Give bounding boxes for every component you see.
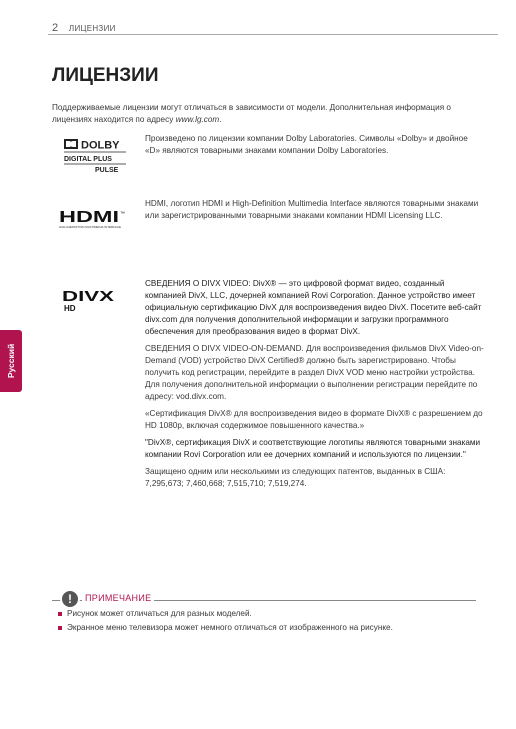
hdmi-tagline: HIGH-DEFINITION MULTIMEDIA INTERFACE: [59, 226, 113, 229]
header-section: ЛИЦЕНЗИИ: [68, 24, 116, 33]
divx-paragraph-1: СВЕДЕНИЯ О DIVX VIDEO: DivX® — это цифровой формат видео, созданный компанией DivX, LLC, дочерней компанией Rovi Corporation. Данное устройство имеет официальную сертификацию DivX для воспроизведения видео DivX. Посетите веб-сайт divx.com для получения дополнительной информации и загрузки программного обеспечения для преобразования видео в формат DivX.: [145, 279, 482, 336]
hdmi-paragraph: HDMI, логотип HDMI и High-Definition Multimedia Interface являются товарными знаками или зарегистрированными товарными знаками компании HDMI Licensing LLC.: [145, 199, 479, 220]
dolby-paragraph: Произведено по лицензии компании Dolby Laboratories. Символы «Dolby» и двойное «D» являются товарными знаками компании Dolby Laboratories.: [145, 134, 468, 155]
dolby-brand: DOLBY: [81, 139, 120, 152]
language-side-tab: [0, 330, 22, 392]
dolby-logo: [63, 138, 129, 174]
hdmi-tm: ™: [120, 211, 125, 217]
note-item-2: Экранное меню телевизора может немного отличаться от изображенного на рисунке.: [58, 621, 478, 635]
dolby-line2: PULSE: [95, 167, 119, 174]
dolby-line1: DIGITAL PLUS: [64, 156, 112, 163]
page-title: ЛИЦЕНЗИИ: [52, 65, 159, 86]
hdmi-brand: HDMI: [59, 209, 119, 226]
divx-logo: [62, 287, 120, 313]
divx-paragraph-4: "DivX®, сертификация DivX и соответствующие логотипы являются товарными знаками компании Rovi Corporation или ее дочерних компаний и используются по лицензии.": [145, 438, 481, 459]
divx-brand: DIVX: [62, 288, 114, 305]
note-exclamation-icon: !: [60, 589, 80, 609]
note-title: ПРИМЕЧАНИЕ: [82, 593, 154, 603]
divx-text: [145, 278, 485, 495]
divx-paragraph-2: СВЕДЕНИЯ О DIVX VIDEO-ON-DEMAND. Для воспроизведения фильмов DivX Video-on-Demand (VOD) устройство DivX Certified® должно быть зарегистрировано. Чтобы получить код регистрации, перейдите в раздел DivX VOD меню настройки устройства. Для получения дополнительной информации о выполнении регистрации перейдите по адресу: vod.divx.com.: [145, 344, 484, 401]
note-item-1: Рисунок может отличаться для разных моделей.: [58, 607, 478, 621]
note-list: [58, 607, 478, 635]
intro-text: Поддерживаемые лицензии могут отличаться в зависимости от модели. Дополнительная информация о лицензиях находится по адресу: [52, 103, 451, 124]
page-header: [52, 22, 116, 34]
page-number: 2: [52, 22, 59, 34]
divx-sub: HD: [64, 304, 76, 313]
dolby-double-d-icon: [63, 138, 129, 174]
intro-end: .: [219, 115, 222, 124]
divx-paragraph-3: «Сертификация DivX® для воспроизведения видео в формате DivX® с разрешением до HD 1080p, включая содержимое повышенного качества.»: [145, 409, 483, 430]
intro-paragraph: [52, 102, 452, 126]
intro-url: www.lg.com: [175, 115, 220, 124]
divx-paragraph-5: Защищено одним или несколькими из следующих патентов, выданных в США: 7,295,673; 7,460,668; 7,515,710; 7,519,274.: [145, 467, 446, 488]
hdmi-logo: [59, 208, 127, 230]
header-divider: [48, 34, 498, 35]
hdmi-text: [145, 198, 485, 227]
language-side-tab-label: Русский: [6, 343, 16, 379]
divx-logo-icon: [62, 287, 120, 313]
dolby-text: [145, 133, 485, 162]
hdmi-logo-icon: [59, 208, 127, 230]
